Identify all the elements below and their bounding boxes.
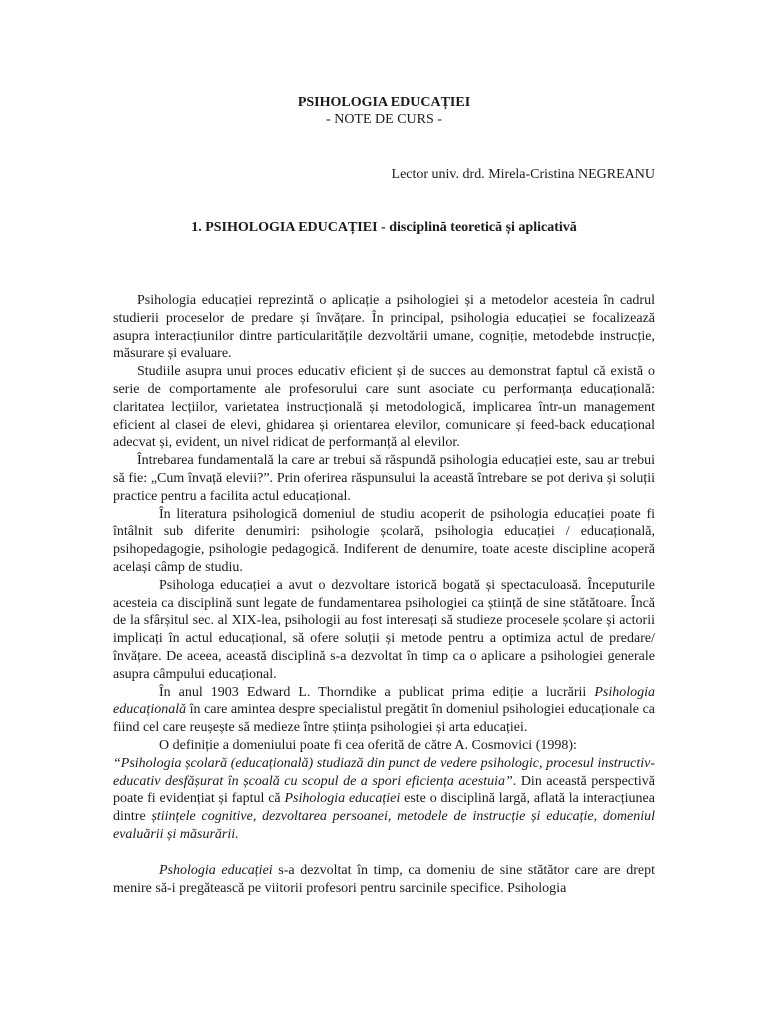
author-line: Lector univ. drd. Mirela-Cristina NEGREANU [391,167,655,182]
paragraph-8-text-d: este o disciplină largă, aflată la interacțiunea dintre [113,791,655,825]
paragraph-1: Psihologia educației reprezintă o aplicație a psihologiei și a metodelor acesteia în cadrul studierii proceselor de predare și învățare. În principal, psihologia educației se focalizează asupra interacțiunilor dintre particularitățile dezvoltării umane, cogniție, metodebde instrucție, măsurare și evaluare. [113,293,655,362]
paragraph-8 [113,755,655,844]
paragraph-6 [113,684,655,737]
paragraph-8-text-b: . Din această perspectivă poate fi evidențiat și faptul că [113,773,656,807]
paragraph-6-book-title: Psihologia educațională [113,684,655,718]
paragraph-gap [113,844,655,862]
body-text [113,292,655,897]
document-subtitle: - NOTE DE CURS - [326,112,442,127]
paragraph-6-text-a: În anul 1903 Edward L. Thorndike a publicat prima ediție a lucrării [159,684,595,700]
document-title: PSIHOLOGIA EDUCAȚIEI [297,95,471,110]
paragraph-8-fields: științele cognitive, dezvoltarea persoanei, metodele de instrucție și educație, domeniul evaluării și măsurării. [113,809,656,842]
section-heading: 1. PSIHOLOGIA EDUCAȚIEI - disciplină teoretică și aplicativă [191,220,577,235]
paragraph-3: Întrebarea fundamentală la care ar trebui să răspundă psihologia educației este, sau ar trebui să fie: „Cum învață elevii?”. Prin oferirea răspunsului la această întrebare se pot deriva și soluții practice pentru a facilita actul educațional. [113,453,655,504]
paragraph-4: În literatura psihologică domeniul de studiu acoperit de psihologia educației poate fi întâlnit sub diferite denumiri: psihologie școlară, psihologia educației / educațională, psihopedagogie, psihologie pedagogică. Indiferent de denumire, toate aceste discipline acoperă același câmp de studiu. [113,506,655,575]
paragraph-2: Studiile asupra unui proces educativ eficient și de succes au demonstrat faptul că există o serie de comportamente ale profesorului care sunt asociate cu performanța educațională: claritatea lecțiilor, varietatea instrucțională și metodologică, implicarea într-un management eficient al clasei de elevi, ghidarea și orientarea elevilor, comunicare și feed-back educațional adecvat și, evident, un nivel ridicat de performanță al elevilor. [113,364,655,451]
paragraph-9 [113,862,655,898]
paragraph-8-quote: “Psihologia școlară (educațională) studiază din punct de vedere psihologic, procesul instructiv-educativ desfășurat în școală cu scopul de a spori eficiența acestuia” [113,755,655,789]
paragraph-5: Psihologa educației a avut o dezvoltare istorică bogată și spectaculoasă. Începuturile acesteia ca disciplină sunt legate de fundamentarea psihologiei ca știință de sine stătătoare. Încă de la sfârșitul sec. al XIX-lea, psihologii au fost interesați să studieze procesele școlare și actorii implicați în actul educațional, să ofere soluții și metode pentru a optimiza actul de predare/învățare. De aceea, această disciplină s-a dezvoltat în timp ca o aplicare a psihologiei generale asupra câmpului educațional. [113,577,655,682]
paragraph-8-term: Psihologia educației [284,791,401,807]
paragraph-6-text-c: în care amintea despre specialistul pregătit în domeniul psihologiei educaționale ca fiind cel care reușește să medieze între știința psihologiei și arta educației. [113,702,655,736]
paragraph-9-text-b: s-a dezvoltat în timp, ca domeniu de sine stătător care are drept menire să-i pregătească pe viitorii profesori pentru sarcinile specifice. Psihologia [113,862,656,896]
paragraph-9-term: Pshologia educației [159,862,273,878]
paragraph-7: O definiție a domeniului poate fi cea oferită de către A. Cosmovici (1998): [159,737,577,753]
